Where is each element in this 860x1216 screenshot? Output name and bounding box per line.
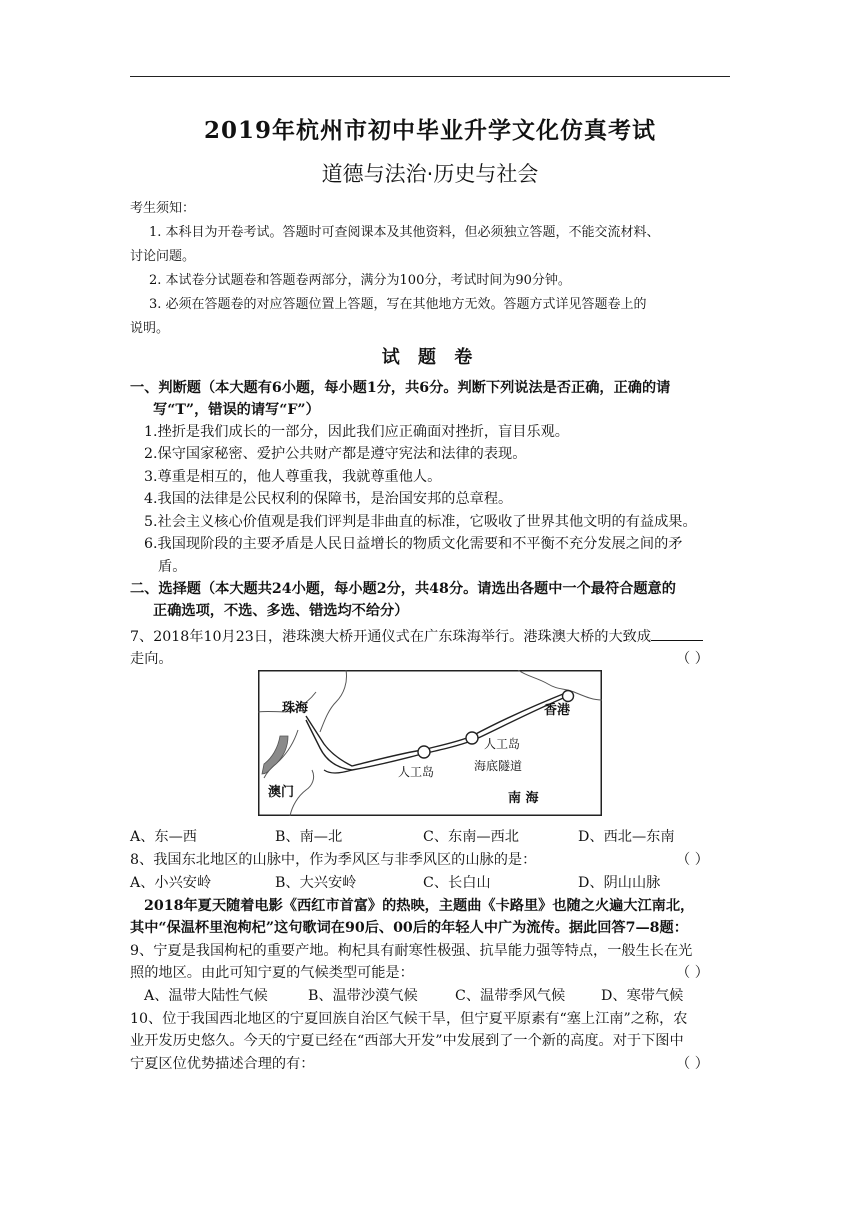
q8-option-b[interactable]: B、大兴安岭	[275, 875, 357, 891]
q10-stem-cont-1: 业开发历史悠久。今天的宁夏已经在“西部大开发”中发展到了一个新的高度。对于下图中	[130, 1033, 684, 1049]
q9-stem: 9、宁夏是我国枸杞的重要产地。枸杞具有耐寒性极强、抗旱能力强等特点，一般生长在光	[130, 943, 693, 959]
q7-stem-cont: 走向。	[130, 651, 173, 667]
map-label-zhuhai: 珠海	[282, 701, 309, 716]
q7-stem-text: 7、2018年10月23日，港珠澳大桥开通仪式在广东珠海举行。港珠澳大桥的大致成	[130, 629, 652, 645]
exam-title: 2019年杭州市初中毕业升学文化仿真考试	[203, 117, 656, 144]
judge-item-4: 4.我国的法律是公民权利的保障书，是治国安邦的总章程。	[144, 491, 513, 507]
part2-heading-2: 正确选项，不选、多选、错选均不给分）	[153, 603, 409, 619]
notice-line-4: 3. 必须在答题卷的对应答题位置上答题，写在其他地方无效。答题方式详见答题卷上的	[149, 297, 647, 312]
q9-stem-cont: 照的地区。由此可知宁夏的气候类型可能是：	[130, 965, 414, 981]
notice-line-5: 说明。	[130, 321, 170, 336]
q7-answer-blank	[651, 626, 703, 641]
notice-line-1: 1. 本科目为开卷考试。答题时可查阅课本及其他资料，但必须独立答题，不能交流材料、	[149, 225, 660, 240]
q9-option-d[interactable]: D、寒带气候	[601, 988, 684, 1004]
artificial-island-east	[466, 732, 478, 744]
bridge-map	[258, 670, 602, 816]
q10-stem: 10、位于我国西北地区的宁夏回族自治区气候干旱，但宁夏平原素有“塞上江南”之称，农	[130, 1011, 688, 1027]
judge-item-5: 5.社会主义核心价值观是我们评判是非曲直的标准，它吸收了世界其他文明的有益成果。	[144, 514, 697, 530]
notice-line-2: 讨论问题。	[130, 249, 196, 264]
part1-heading-1: 一、判断题（本大题有6小题，每小题1分，共6分。判断下列说法是否正确，正确的请	[130, 380, 671, 396]
q7-option-a[interactable]: A、东—西	[130, 829, 197, 845]
q9-option-c[interactable]: C、温带季风气候	[455, 988, 566, 1004]
map-label-island-west: 人工岛	[398, 765, 435, 779]
q9-option-a[interactable]: A、温带大陆性气候	[144, 988, 268, 1004]
q8-option-a[interactable]: A、小兴安岭	[130, 875, 212, 891]
passage-line-1: 2018年夏天随着电影《西红市首富》的热映，主题曲《卡路里》也随之火遍大江南北，	[144, 898, 695, 914]
q10-stem-cont-2: 宁夏区位优势描述合理的有：	[130, 1056, 315, 1072]
q7-stem	[130, 626, 703, 649]
part2-heading-1: 二、选择题（本大题共24小题，每小题2分，共48分。请选出各题中一个最符合题意的	[130, 581, 676, 597]
q9-answer-paren: （ ）	[676, 965, 709, 981]
q8-option-d[interactable]: D、阴山山脉	[578, 875, 661, 891]
q9-option-b[interactable]: B、温带沙漠气候	[308, 988, 418, 1004]
map-label-hongkong: 香港	[544, 703, 571, 718]
q7-option-d[interactable]: D、西北—东南	[578, 829, 675, 845]
judge-item-1: 1.挫折是我们成长的一部分，因此我们应正确面对挫折，盲目乐观。	[144, 424, 569, 440]
exam-subtitle: 道德与法治·历史与社会	[321, 162, 539, 186]
judge-item-6: 6.我国现阶段的主要矛盾是人民日益增长的物质文化需要和不平衡不充分发展之间的矛	[144, 536, 683, 552]
map-frame	[259, 671, 602, 816]
q7-answer-paren: （ ）	[676, 651, 709, 667]
passage-line-2: 其中“保温杯里泡枸杞”这句歌词在90后、00后的年轻人中广为流传。据此回答7—8题：	[130, 920, 688, 936]
q10-answer-paren: （ ）	[676, 1056, 709, 1072]
part1-heading-2: 写“T”，错误的请写“F”）	[153, 402, 320, 418]
judge-item-6-cont: 盾。	[158, 559, 187, 575]
artificial-island-west	[418, 746, 430, 758]
map-label-macau: 澳门	[268, 785, 295, 800]
notice-heading: 考生须知：	[130, 201, 196, 216]
q8-stem: 8、我国东北地区的山脉中，作为季风区与非季风区的山脉的是：	[130, 852, 537, 868]
judge-item-2: 2.保守国家秘密、爱护公共财产都是遵守宪法和法律的表现。	[144, 446, 527, 462]
map-label-tunnel: 海底隧道	[474, 759, 523, 773]
judge-item-3: 3.尊重是相互的，他人尊重我，我就尊重他人。	[144, 469, 442, 485]
notice-line-3: 2. 本试卷分试题卷和答题卷两部分，满分为100分，考试时间为90分钟。	[149, 273, 571, 288]
q7-option-c[interactable]: C、东南—西北	[423, 829, 519, 845]
map-label-island-east: 人工岛	[484, 737, 521, 751]
section-title: 试 题 卷	[381, 347, 479, 368]
q8-option-c[interactable]: C、长白山	[423, 875, 491, 891]
hongkong-marker	[563, 691, 574, 702]
map-label-sea: 南 海	[508, 791, 539, 806]
q7-option-b[interactable]: B、南—北	[275, 829, 343, 845]
header-rule	[130, 76, 730, 77]
q8-answer-paren: （ ）	[676, 852, 709, 868]
